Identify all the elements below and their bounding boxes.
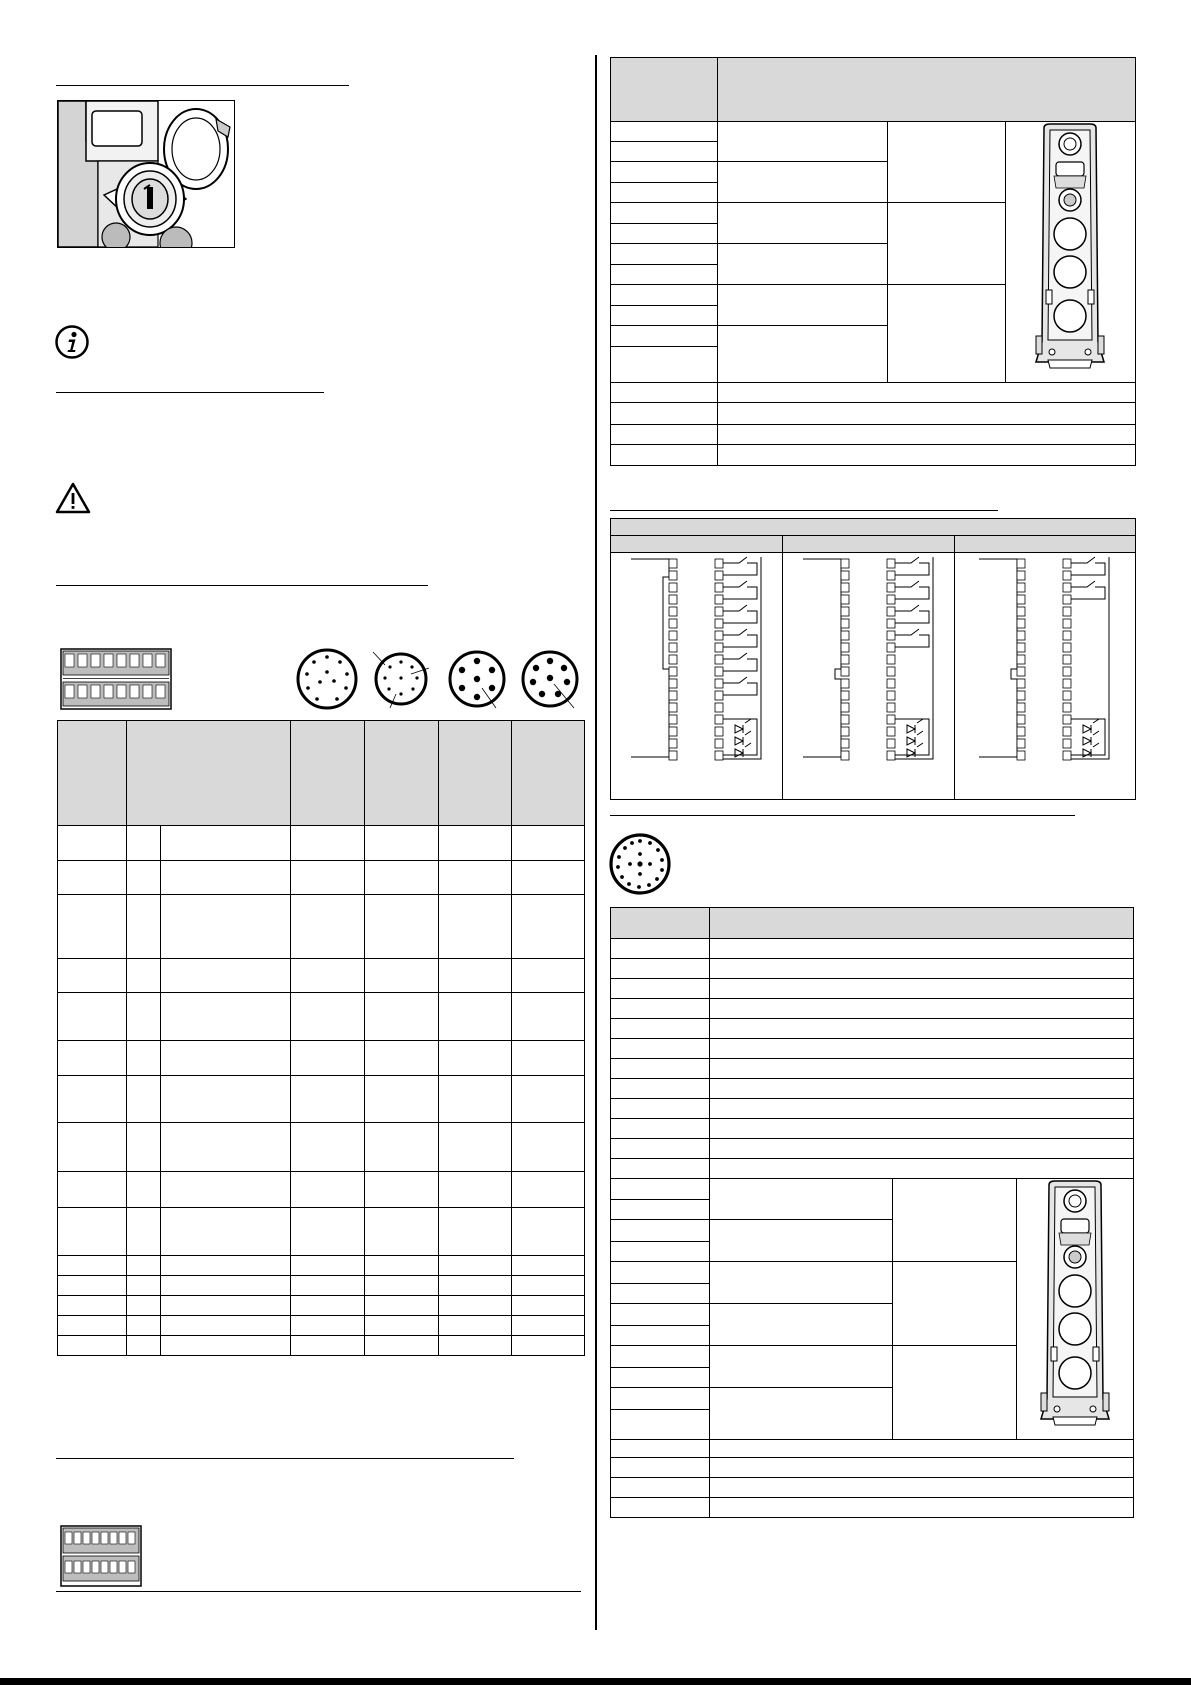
section-rule — [610, 510, 998, 511]
section-rule — [56, 585, 428, 586]
wiring-diagram-table — [610, 518, 1136, 800]
pendant-cell — [1017, 1179, 1134, 1440]
wiring-diagram-2 — [783, 553, 953, 799]
connector-pinout-3 — [446, 648, 508, 710]
terminal-block-image — [60, 648, 172, 710]
terminal-block-image — [60, 1525, 142, 1587]
wiring-diagram-3 — [955, 553, 1133, 799]
page-bottom-rule — [56, 1591, 581, 1592]
section-rule — [56, 85, 349, 86]
wiring-diagram-1 — [611, 553, 781, 799]
warning-icon — [55, 482, 91, 514]
pushbutton-table-1 — [610, 57, 1136, 466]
pushbutton-pendant-illustration — [1006, 122, 1134, 382]
info-icon — [54, 324, 90, 360]
section-rule — [56, 1458, 514, 1459]
pendant-cell — [1006, 122, 1136, 383]
connector-pinout-1 — [296, 648, 358, 710]
section-rule — [610, 815, 1075, 816]
device-connector-photo — [57, 100, 235, 248]
page-footer-bar — [0, 1678, 1191, 1685]
column-divider — [595, 55, 597, 1630]
pushbutton-table-2 — [610, 907, 1134, 1518]
connector-pinout-19pin — [608, 832, 672, 896]
section-rule — [56, 392, 324, 393]
connector-pinout-2 — [370, 648, 432, 710]
connector-pinout-4 — [519, 648, 581, 710]
pushbutton-pendant-illustration — [1017, 1179, 1133, 1439]
wiring-table — [57, 720, 585, 1356]
